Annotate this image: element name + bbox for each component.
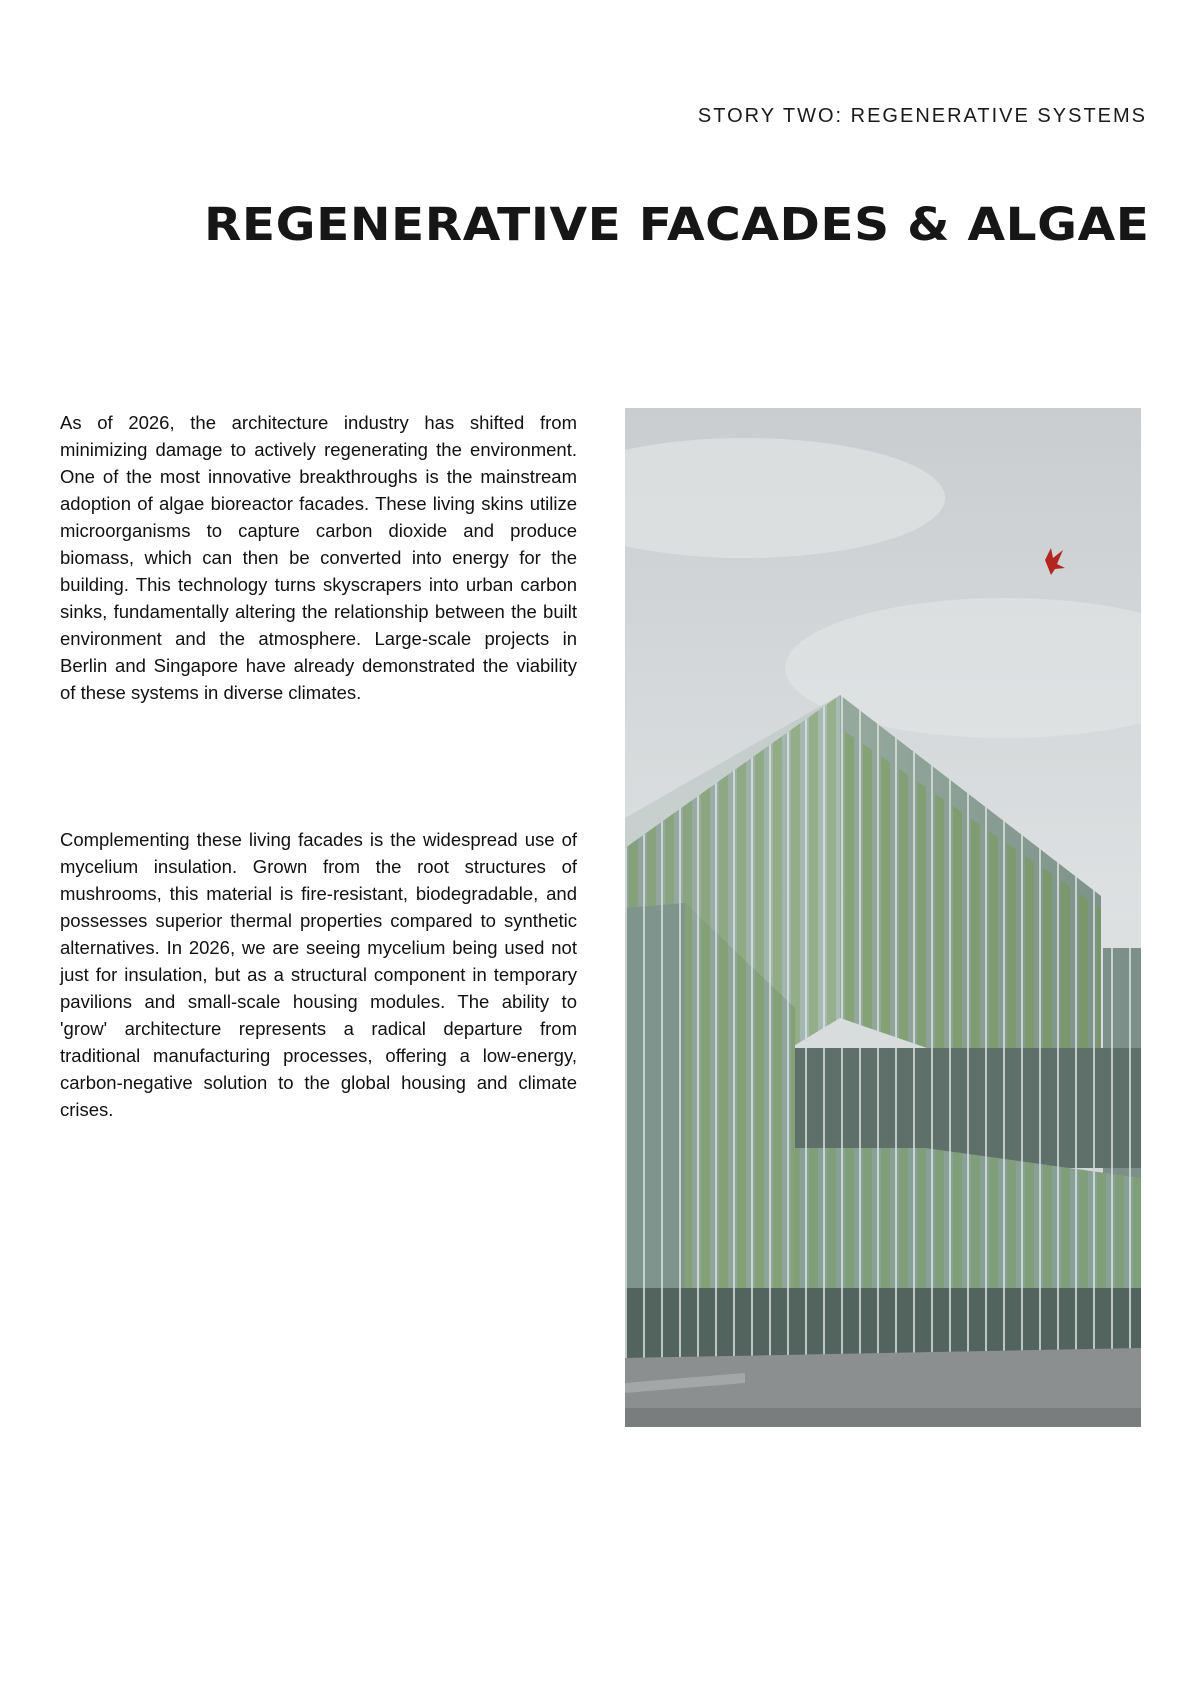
building-photo: [625, 408, 1141, 1427]
page-title: REGENERATIVE FACADES & ALGAE: [203, 198, 1149, 251]
story-kicker: STORY TWO: REGENERATIVE SYSTEMS: [697, 105, 1147, 127]
building-photo-illustration: [625, 408, 1141, 1427]
body-paragraph-2: Complementing these living facades is the widespread use of mycelium insulation. Grown from the root structures of mushrooms, this material is fire-resistant, biodegradable, and possesses superior thermal properties compared to synthetic alternatives. In 2026, we are seeing mycelium being used not just for insulation, but as a structural component in temporary pavilions and small-scale housing modules. The ability to 'grow' architecture represents a radical departure from traditional manufacturing processes, offering a low-energy, carbon-negative solution to the global housing and climate crises.: [60, 829, 577, 1120]
body-paragraph-1: As of 2026, the architecture industry has shifted from minimizing damage to actively regenerating the environment. One of the most innovative breakthroughs is the mainstream adoption of algae bioreactor facades. These living skins utilize microorganisms to capture carbon dioxide and produce biomass, which can then be converted into energy for the building. This technology turns skyscrapers into urban carbon sinks, fundamentally altering the relationship between the built environment and the atmosphere. Large-scale projects in Berlin and Singapore have already demonstrated the viability of these systems in diverse climates.: [60, 412, 577, 703]
